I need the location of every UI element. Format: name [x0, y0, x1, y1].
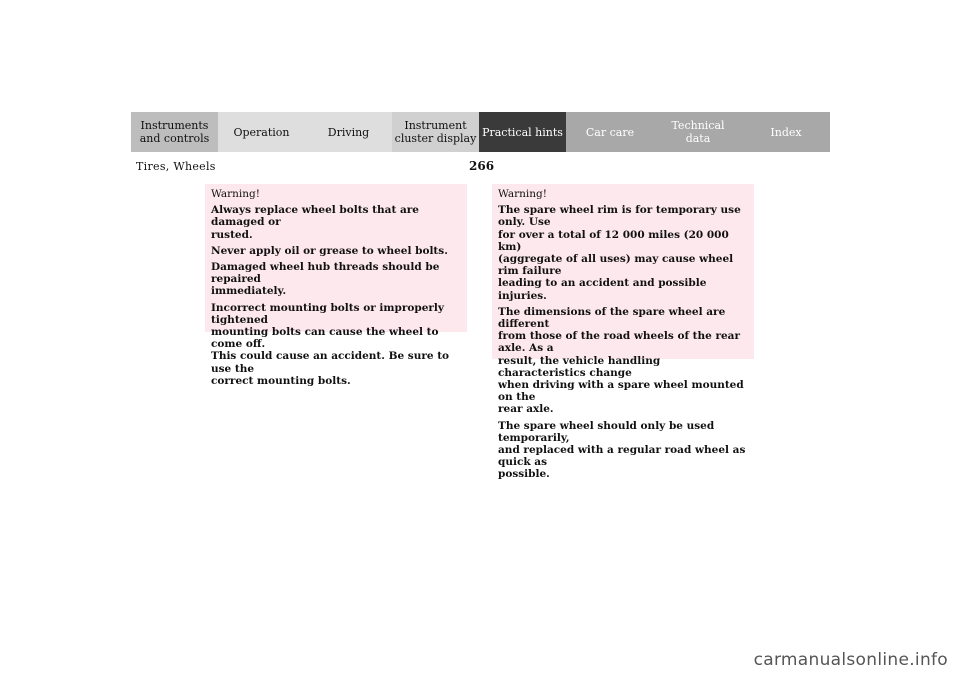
warning-paragraph: The spare wheel rim is for temporary use only. Use for over a total of 12 000 miles (20 000 km) (aggregate of all uses) may cause wheel rim failure leading to an accident and possible injuries.: [498, 204, 741, 302]
warning-paragraph: The spare wheel should only be used temporarily, and replaced with a regular road wheel as quick as possible.: [498, 419, 746, 481]
tab-label: Technical data: [671, 119, 725, 145]
warning-paragraph: Always replace wheel bolts that are damaged or rusted.: [211, 204, 419, 241]
tab-label: Index: [770, 125, 802, 139]
tab-label: Car care: [585, 125, 635, 139]
warning-paragraph: The dimensions of the spare wheel are different from those of the road wheels of the rear axle. As a result, the vehicle handling characteristics change when driving with a spare wheel mounted on the rear axle.: [498, 305, 744, 416]
chapter-navigation: [131, 112, 830, 152]
tab-label: Driving: [327, 125, 370, 139]
tab-car-care[interactable]: [566, 112, 654, 152]
warning-box-spare-wheel: [492, 184, 754, 481]
watermark: carmanualsonline.info: [753, 650, 948, 670]
tab-instrument-cluster-display[interactable]: [392, 112, 479, 152]
warning-paragraph: Incorrect mounting bolts or improperly tightened mounting bolts can cause the wheel to come off. This could cause an accident. Be sure to use the correct mounting bolts.: [211, 301, 450, 387]
tab-label: Operation: [233, 125, 290, 139]
tab-instruments-and-controls[interactable]: [131, 112, 218, 152]
tab-practical-hints[interactable]: [479, 112, 566, 152]
warning-box-wheel-bolts: [205, 184, 467, 387]
page-number: 266: [469, 159, 495, 173]
tab-label: Instruments and controls: [139, 119, 210, 145]
tab-driving[interactable]: [305, 112, 392, 152]
warning-paragraph: Damaged wheel hub threads should be repaired immediately.: [211, 261, 440, 298]
tab-operation[interactable]: [218, 112, 305, 152]
warning-paragraph: Never apply oil or grease to wheel bolts.: [211, 244, 448, 257]
tab-technical-data[interactable]: [654, 112, 742, 152]
warning-title: Warning!: [211, 188, 260, 200]
tab-label: Instrument cluster display: [394, 119, 477, 145]
section-title: Tires, Wheels: [136, 160, 216, 173]
tab-label: Practical hints: [482, 125, 563, 139]
tab-index[interactable]: [742, 112, 830, 152]
warning-title: Warning!: [498, 188, 547, 200]
